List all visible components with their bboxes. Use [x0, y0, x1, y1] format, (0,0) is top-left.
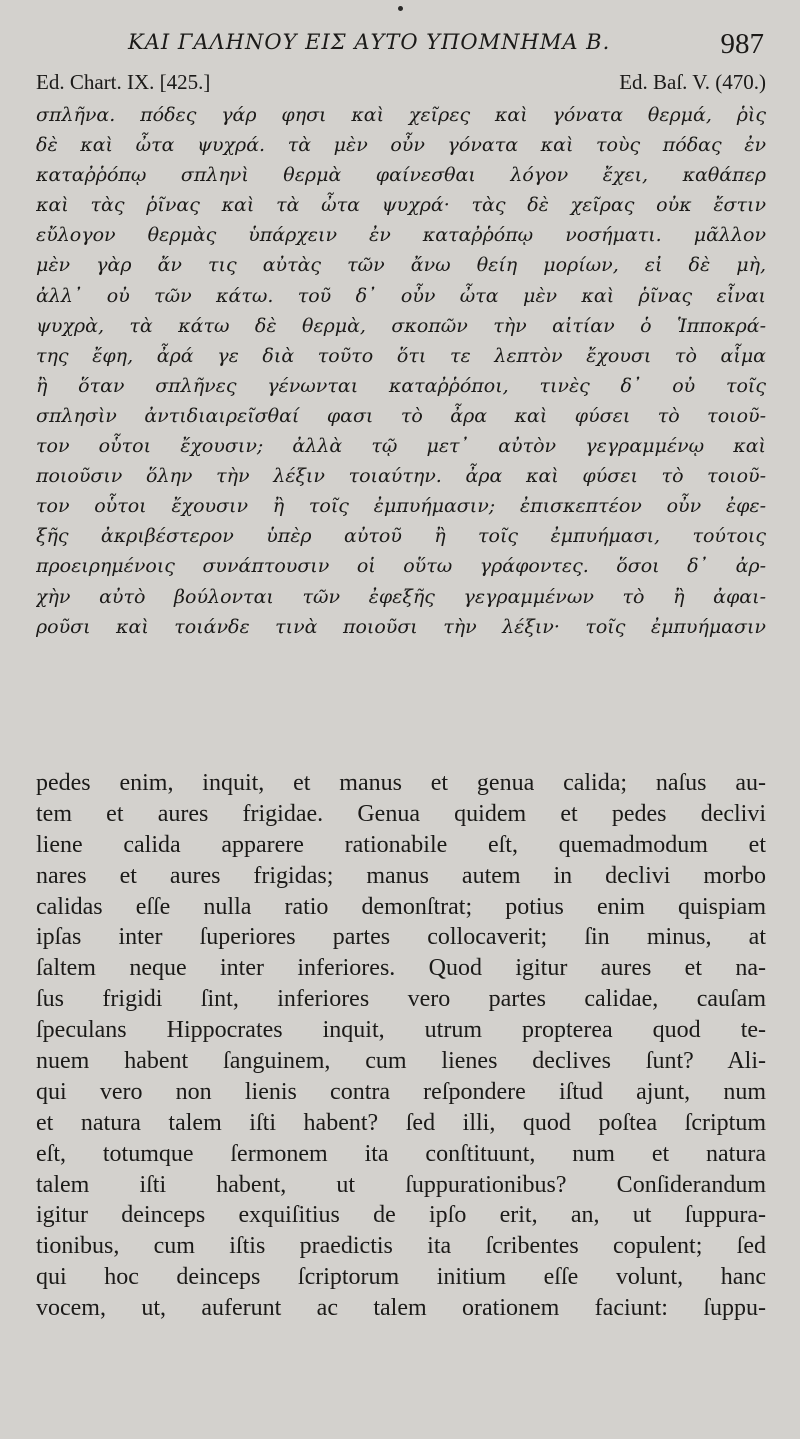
greek-line: μὲν γὰρ ἄν τις αὐτὰς τῶν ἄνω θείη μορίων, εἰ δὲ μὴ, — [36, 254, 766, 277]
greek-line: ξῆς ἀκριβέστερον ὑπὲρ αὐτοῦ ἢ τοῖς ἐμπυήμασι, τούτοις — [36, 525, 766, 548]
latin-line: tionibus, cum iſtis praedictis ita ſcribentes copulent; ſed — [36, 1233, 766, 1260]
latin-line: qui vero non lienis contra reſpondere iſtud ajunt, num — [36, 1078, 766, 1105]
greek-line: ψυχρὰ, τὰ κάτω δὲ θερμὰ, σκοπῶν τὴν αἰτίαν ὁ Ἱπποκρά- — [36, 314, 766, 337]
latin-line: calidas eſſe nulla ratio demonſtrat; potius enim quispiam — [36, 893, 766, 920]
latin-line: eſt, totumque ſermonem ita conſtituunt, num et natura — [36, 1140, 766, 1167]
latin-line: nuem habent ſanguinem, cum lienes declives ſunt? Ali- — [36, 1048, 766, 1075]
page-number: 987 — [720, 28, 764, 60]
printer-dot-mark — [398, 6, 403, 11]
latin-line: qui hoc deinceps ſcriptorum initium eſſe volunt, hanc — [36, 1264, 766, 1291]
greek-line: της ἔφη, ἆρά γε διὰ τοῦτο ὅτι τε λεπτὸν ἔχουσι τὸ αἷμα — [36, 344, 766, 367]
greek-line: καὶ τὰς ῥῖνας καὶ τὰ ὦτα ψυχρά· τὰς δὲ χεῖρας οὐκ ἔστιν — [36, 194, 766, 217]
greek-line: δὲ καὶ ὦτα ψυχρά. τὰ μὲν οὖν γόνατα καὶ τοὺς πόδας ἐν — [36, 134, 766, 157]
greek-line: ἀλλ᾽ οὐ τῶν κάτω. τοῦ δ᾽ οὖν ὦτα μὲν καὶ ῥῖνας εἶναι — [36, 284, 766, 307]
latin-line: tem et aures frigidae. Genua quidem et pedes declivi — [36, 800, 766, 827]
latin-line: pedes enim, inquit, et manus et genua calida; naſus au- — [36, 770, 766, 796]
edition-reference-chartier: Ed. Chart. IX. [425.] — [36, 70, 211, 94]
greek-text-block — [36, 100, 766, 642]
edition-references — [36, 70, 766, 98]
latin-line: liene calida apparere rationabile eſt, quemadmodum et — [36, 831, 766, 858]
greek-line: σπλησὶν ἀντιδιαιρεῖσθαί φασι τὸ ἆρα καὶ φύσει τὸ τοιοῦ- — [36, 404, 766, 427]
latin-line: nares et aures frigidas; manus autem in declivi morbo — [36, 862, 766, 889]
latin-line: igitur deinceps exquiſitius de ipſo erit, an, ut ſuppura- — [36, 1202, 766, 1229]
running-title: ΚΑΙ ΓΑΛΗΝΟΥ ΕΙΣ ΑΥΤΟ ΥΠΟΜΝΗΜΑ Β. — [128, 30, 611, 54]
page-header — [0, 28, 800, 68]
latin-line: ſpeculans Hippocrates inquit, utrum propterea quod te- — [36, 1017, 766, 1044]
greek-line: εὔλογον θερμὰς ὑπάρχειν ἐν καταῤῥόπῳ νοσήματι. μᾶλλον — [36, 224, 766, 247]
greek-line: ἢ ὅταν σπλῆνες γένωνται καταῤῥόποι, τινὲς δ᾽ οὐ τοῖς — [36, 374, 766, 397]
latin-line: ſus frigidi ſint, inferiores vero partes calidae, cauſam — [36, 986, 766, 1013]
greek-line: προειρημένοις συνάπτουσιν οἱ οὕτω γράφοντες. ὅσοι δ᾽ ἀρ- — [36, 555, 766, 578]
latin-line: et natura talem iſti habent? ſed illi, quod poſtea ſcriptum — [36, 1109, 766, 1136]
greek-line: καταῤῥόπῳ σπληνὶ θερμὰ φαίνεσθαι λόγον ἔχει, καθάπερ — [36, 164, 766, 187]
greek-line: ροῦσι καὶ τοιάνδε τινὰ ποιοῦσι τὴν λέξιν· τοῖς ἐμπυήμασιν — [36, 615, 766, 638]
latin-line: vocem, ut, auferunt ac talem orationem faciunt: ſuppu- — [36, 1295, 766, 1322]
edition-reference-basel: Ed. Baſ. V. (470.) — [619, 70, 766, 94]
latin-line: talem iſti habent, ut ſuppurationibus? Conſiderandum — [36, 1171, 766, 1198]
greek-line: τον οὗτοι ἔχουσιν ἢ τοῖς ἐμπυήμασιν; ἐπισκεπτέον οὖν ἐφε- — [36, 495, 766, 518]
latin-text-block — [36, 768, 766, 1324]
greek-line: τον οὗτοι ἔχουσιν; ἀλλὰ τῷ μετ᾽ αὐτὸν γεγραμμένῳ καὶ — [36, 435, 766, 458]
greek-line: ποιοῦσιν ὅλην τὴν λέξιν τοιαύτην. ἆρα καὶ φύσει τὸ τοιοῦ- — [36, 465, 766, 488]
greek-line: σπλῆνα. πόδες γάρ φησι καὶ χεῖρες καὶ γόνατα θερμά, ῥὶς — [36, 104, 766, 126]
greek-line: χὴν αὐτὸ βούλονται τῶν ἐφεξῆς γεγραμμένων τὸ ἢ ἀφαι- — [36, 585, 766, 608]
latin-line: ipſas inter ſuperiores partes collocaverit; ſin minus, at — [36, 924, 766, 951]
latin-line: ſaltem neque inter inferiores. Quod igitur aures et na- — [36, 955, 766, 982]
